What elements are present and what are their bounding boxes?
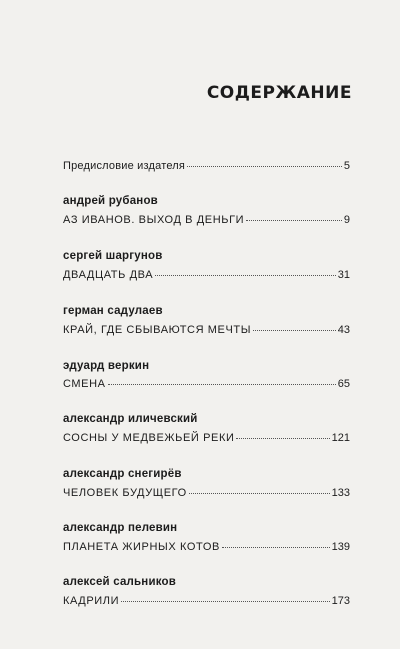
page-number: 9 bbox=[343, 214, 350, 226]
dot-leader bbox=[222, 547, 330, 548]
dot-leader bbox=[155, 275, 336, 276]
toc-row bbox=[63, 487, 350, 499]
toc-row bbox=[63, 432, 350, 444]
page-number: 65 bbox=[337, 378, 350, 390]
work-title: АЗ ИВАНОВ. ВЫХОД В ДЕНЬГИ bbox=[63, 214, 245, 226]
dot-leader bbox=[236, 438, 329, 439]
page-number: 139 bbox=[331, 541, 350, 553]
work-title: КРАЙ, ГДЕ СБЫВАЮТСЯ МЕЧТЫ bbox=[63, 324, 252, 336]
toc-row bbox=[63, 595, 350, 607]
page-number: 121 bbox=[331, 432, 350, 444]
author-name: александр пелевин bbox=[63, 522, 178, 534]
toc-row bbox=[63, 324, 350, 336]
dot-leader bbox=[121, 601, 330, 602]
author-name: алексей сальников bbox=[63, 576, 177, 588]
dot-leader bbox=[189, 493, 330, 494]
work-title: ЧЕЛОВЕК БУДУЩЕГО bbox=[63, 487, 187, 499]
page-number: 133 bbox=[331, 487, 350, 499]
page-number: 5 bbox=[343, 160, 350, 172]
toc-row bbox=[63, 269, 350, 281]
author-name: сергей шаргунов bbox=[63, 250, 163, 262]
page-number: 31 bbox=[337, 269, 350, 281]
toc-row-preface bbox=[63, 160, 350, 172]
author-name: александр иличевский bbox=[63, 413, 198, 425]
page-number: 173 bbox=[331, 595, 350, 607]
author-name: александр снегирёв bbox=[63, 468, 182, 480]
toc-row bbox=[63, 378, 350, 390]
work-title: КАДРИЛИ bbox=[63, 595, 120, 607]
work-title: ДВАДЦАТЬ ДВА bbox=[63, 269, 154, 281]
page-number: 43 bbox=[337, 324, 350, 336]
preface-title: Предисловие издателя bbox=[63, 160, 186, 172]
work-title: СМЕНА bbox=[63, 378, 106, 390]
page-title: СОДЕРЖАНИЕ bbox=[206, 83, 352, 103]
author-name: эдуард веркин bbox=[63, 360, 150, 372]
work-title: ПЛАНЕТА ЖИРНЫХ КОТОВ bbox=[63, 541, 220, 553]
toc-row bbox=[63, 541, 350, 553]
author-name: герман садулаев bbox=[63, 305, 163, 317]
work-title: СОСНЫ У МЕДВЕЖЬЕЙ РЕКИ bbox=[63, 432, 235, 444]
toc-row bbox=[63, 214, 350, 226]
dot-leader bbox=[108, 384, 336, 385]
dot-leader bbox=[253, 330, 336, 331]
author-name: андрей рубанов bbox=[63, 195, 158, 207]
dot-leader bbox=[187, 166, 342, 167]
dot-leader bbox=[246, 220, 342, 221]
